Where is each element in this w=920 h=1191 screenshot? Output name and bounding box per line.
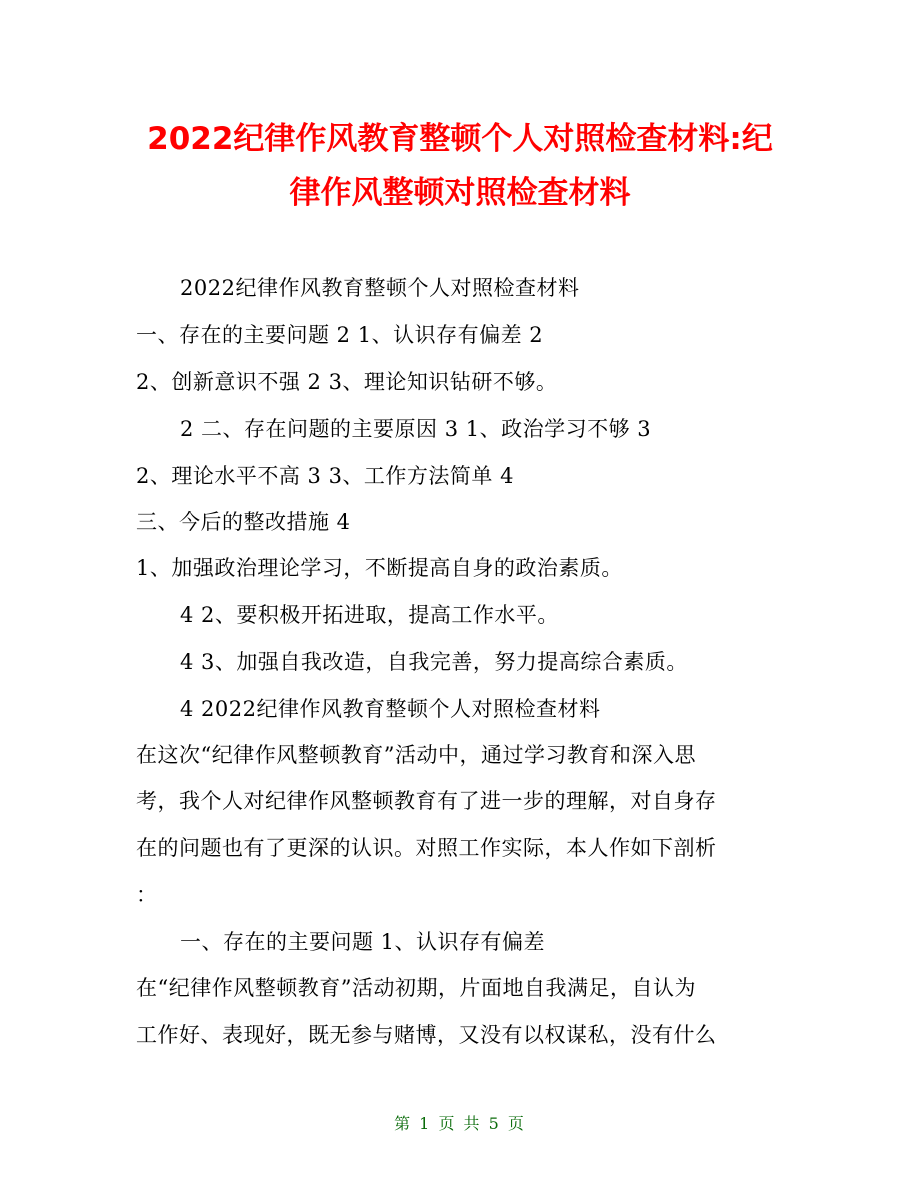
body-line-2: 考，我个人对纪律作风整顿教育有了进一步的理解，对自身存 — [136, 789, 717, 813]
document-title-line-2: 律作风整顿对照检查材料 — [289, 175, 631, 211]
body-line-3: 在的问题也有了更深的认识。对照工作实际，本人作如下剖析 — [136, 836, 717, 860]
toc-line-2: 2、创新意识不强 2 3、理论知识钻研不够。 — [136, 370, 558, 394]
toc-line-8: 4 3、加强自我改造，自我完善，努力提高综合素质。 — [180, 650, 688, 674]
body-line-4: ： — [136, 883, 158, 907]
toc-line-1: 一、存在的主要问题 2 1、认识存有偏差 2 — [136, 323, 544, 347]
page-footer: 第 1 页 共 5 页 — [394, 1114, 526, 1133]
toc-line-9: 4 2022纪律作风教育整顿个人对照检查材料 — [180, 697, 601, 721]
toc-line-5: 三、今后的整改措施 4 — [136, 510, 351, 534]
toc-line-6: 1、加强政治理论学习，不断提高自身的政治素质。 — [136, 556, 623, 580]
toc-line-7: 4 2、要积极开拓进取，提高工作水平。 — [180, 603, 559, 627]
section-heading: 一、存在的主要问题 1、认识存有偏差 — [180, 930, 546, 954]
body-line-6: 工作好、表现好，既无参与赌博，又没有以权谋私，没有什么 — [136, 1023, 717, 1047]
toc-line-3: 2 二、存在问题的主要原因 3 1、政治学习不够 3 — [180, 417, 652, 441]
paragraph-subtitle: 2022纪律作风教育整顿个人对照检查材料 — [180, 276, 580, 300]
body-line-5: 在“纪律作风整顿教育”活动初期，片面地自我满足，自认为 — [136, 976, 696, 1000]
document-title-line-1: 2022纪律作风教育整顿个人对照检查材料:纪 — [147, 121, 773, 157]
toc-line-4: 2、理论水平不高 3 3、工作方法简单 4 — [136, 464, 514, 488]
body-line-1: 在这次“纪律作风整顿教育”活动中，通过学习教育和深入思 — [136, 743, 696, 767]
